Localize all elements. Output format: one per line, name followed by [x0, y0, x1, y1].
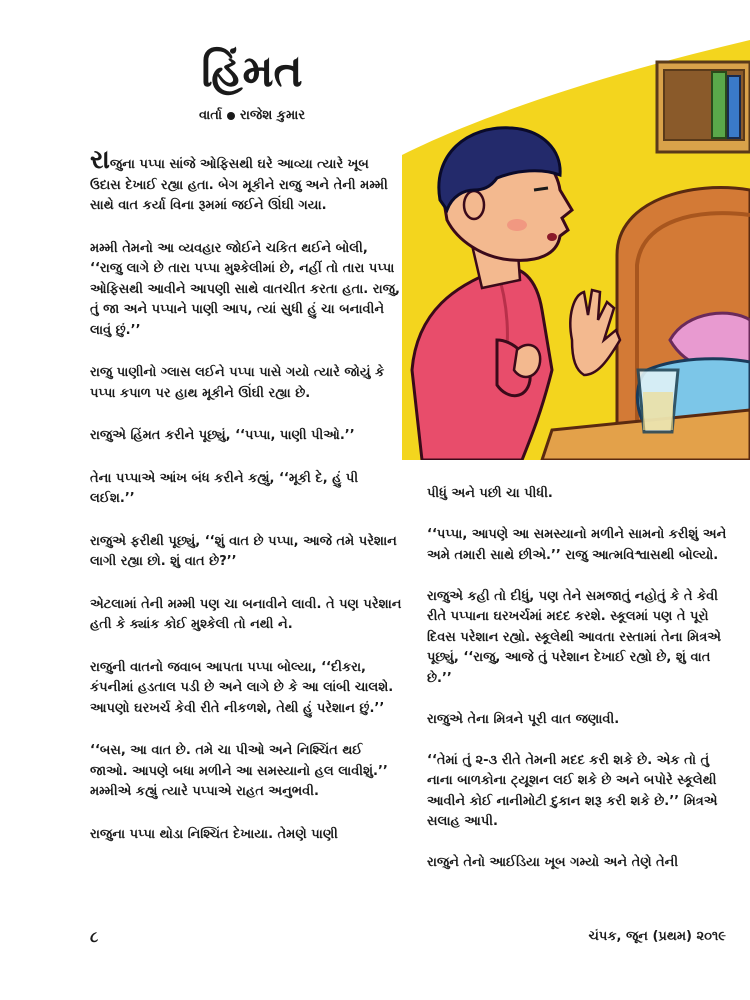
genre-label: વાર્તા: [198, 108, 223, 123]
paragraph: તેના પપ્પાએ આંખ બંધ કરીને કહ્યું, ‘‘મૂકી દે, હું પી લઈશ.’’: [90, 470, 359, 506]
paragraph: પીધું અને પછી ચા પીધી.: [427, 486, 553, 501]
right-column: [427, 484, 727, 894]
magazine-footer: ચંપક, જૂન (પ્રથમ) ૨૦૧૯: [588, 929, 726, 944]
story-title: હિંમત: [201, 46, 303, 97]
paragraph: મમ્મી તેમનો આ વ્યવહાર જોઈને ચકિત થઈને બોલી, ‘‘રાજુ લાગે છે તારા પપ્પા મુશ્કેલીમાં છે, નહીં તો તારા પપ્પા ઓફિસથી આવીને આપણી સાથે વાતચીત કરતા હતા. રાજુ, તું જા અને પપ્પાને પાણી આપ, ત્યાં સુધી હું ચા બનાવીને લાવું છું.’’: [90, 240, 400, 338]
author-name: રાજેશ કુમાર: [240, 108, 306, 123]
paragraph: ‘‘તેમાં તું ૨-૩ રીતે તેમની મદદ કરી શકે છે. એક તો તું નાના બાળકોના ટ્યૂશન લઈ શકે છે અને બપોરે સ્કૂલેથી આવીને કોઈ નાનીમોટી દુકાન શરૂ કરી શકે છે.’’ મિત્રએ સલાહ આપી.: [427, 752, 718, 829]
left-column: [90, 145, 402, 867]
paragraph: ‘‘બસ, આ વાત છે. તમે ચા પીઓ અને નિશ્ચિંત થઈ જાઓ. આપણે બધા મળીને આ સમસ્યાનો હલ લાવીશું.’’ મમ્મીએ કહ્યું ત્યારે પપ્પાએ રાહત અનુભવી.: [90, 743, 388, 799]
byline: [168, 108, 336, 123]
paragraph: રાજુ પાણીનો ગ્લાસ લઈને પપ્પા પાસે ગયો ત્યારે જોયું કે પપ્પા કપાળ પર હાથ મૂકીને ઊંઘી રહ્યા છે.: [90, 365, 385, 401]
page-number: ૮: [90, 928, 99, 946]
paragraph: રાજુએ કહી તો દીધું, પણ તેને સમજાતું નહોતું કે તે કેવી રીતે પપ્પાના ઘરખર્ચમાં મદદ કરશે. સ્કૂલમાં પણ તે પૂરો દિવસ પરેશાન રહ્યો. સ્કૂલેથી આવતા રસ્તામાં તેના મિત્રએ પૂછ્યું, ‘‘રાજુ, આજે તું પરેશાન દેખાઈ રહ્યો છે, શું વાત છે.’’: [427, 588, 721, 686]
paragraph: રાજુએ ફરીથી પૂછ્યું, ‘‘શું વાત છે પપ્પા, આજે તમે પરેશાન લાગી રહ્યા છો. શું વાત છે?’’: [90, 533, 397, 569]
paragraph: રાજુએ તેના મિત્રને પૂરી વાત જણાવી.: [427, 711, 620, 727]
paragraph: [90, 145, 402, 217]
paragraph: એટલામાં તેની મમ્મી પણ ચા બનાવીને લાવી. તે પણ પરેશાન હતી કે ક્યાંક કોઈ મુશ્કેલી તો નથી ને.: [90, 596, 402, 632]
story-illustration: [402, 40, 750, 460]
paragraph: ‘‘પપ્પા, આપણે આ સમસ્યાનો મળીને સામનો કરીશું અને અમે તમારી સાથે છીએ.’’ રાજુ આત્મવિશ્વાસથી બોલ્યો.: [427, 527, 727, 563]
paragraph: રાજુએ હિંમત કરીને પૂછ્યું, ‘‘પપ્પા, પાણી પીઓ.’’: [90, 428, 355, 443]
paragraph: રાજુના પપ્પા થોડા નિશ્ચિંત દેખાયા. તેમણે પાણી: [90, 826, 338, 842]
drop-cap: રા: [90, 145, 110, 175]
paragraph: રાજુને તેનો આઈડિયા ખૂબ ગમ્યો અને તેણે તેની: [427, 855, 679, 870]
bullet-dot: [227, 112, 235, 120]
boy-hand-chest: [514, 345, 540, 377]
paragraph: રાજુની વાતનો જવાબ આપતા પપ્પા બોલ્યા, ‘‘દીકરા, કંપનીમાં હડતાલ પડી છે અને લાગે છે કે આ લાંબી ચાલશે. આપણો ઘરખર્ચ કેવી રીતે નીકળશે, તેથી હું પરેશાન છું.’’: [90, 659, 394, 716]
paragraph-text: જુના પપ્પા સાંજે ઓફિસથી ઘરે આવ્યા ત્યારે ખૂબ ઉદાસ દેખાઈ રહ્યા હતા. બેગ મૂકીને રાજુ અને તેની મમ્મી સાથે વાત કર્યા વિના રૂમમાં જઈને ઊંઘી ગયા.: [90, 157, 388, 213]
